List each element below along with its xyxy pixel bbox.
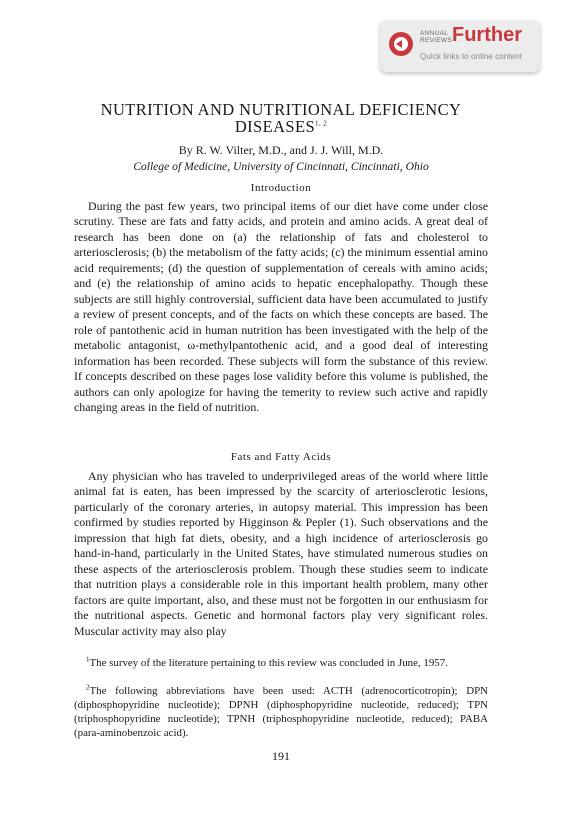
footnote-2: $^2$The following abbreviations have been used: ACTH (adrenocorticotropin); DPN (diphosphopyridine nucleotide); DPNH (diphosphopyridine nucleotide, reduced); TPN (triphosphopyridine nucleotide); TPNH (triphosphopyridine nucleotide, reduced); PABA (para-aminobenzoic acid). <box>74 683 488 739</box>
article-title: NUTRITION AND NUTRITIONAL DEFICIENCY DISEASES$^{1, 2}$ <box>100 100 462 136</box>
title-footnote-marks: 1, 2 <box>315 119 328 128</box>
page-number: 191 <box>272 749 290 763</box>
badge-tagline: Quick links to online content <box>420 52 522 61</box>
section-heading-fats: Fats and Fatty Acids <box>230 451 332 463</box>
further-badge[interactable] <box>380 20 540 72</box>
play-back-icon <box>389 32 413 56</box>
author-line: By R. W. Vilter, M.D., and J. J. Will, M.D. <box>178 143 384 157</box>
section-body-fats: Any physician who has traveled to underprivileged areas of the world where little animal fat is eaten, has been impressed by the scarcity of arteriosclerotic lesions, particularly of the coronary arteries, in autopsy material. This impression has been confirmed by studies reported by Higginson & Pepler (1). Such observations and the impression that high fat diets, obesity, and a high incidence of arteriosclerosis go hand-in-hand, particularly in the United States, have stimulated numerous studies on these aspects of the arteriosclerosis problem. Though these studies seem to indicate that nutrition plays a considerable role in this important health problem, many other factors are quite important, also, and these must not be forgotten in our enthusiasm for the nutritional aspects. Genetic and hormonal factors play very significant roles. Muscular activity may also play <box>74 469 488 638</box>
affiliation: College of Medicine, University of Cincinnati, Cincinnati, Ohio <box>133 160 429 173</box>
badge-brand: Further <box>452 24 522 46</box>
section-body-introduction: During the past few years, two principal items of our diet have come under close scrutiny. These are fats and fatty acids, and protein and amino acids. A great deal of research has been done on (a) the relationship of fats and cholesterol to arteriosclerosis; (b) the metabolism of the fatty acids; (c) the minimum essential amino acid requirements; (d) the question of supplementation of cereals with amino acids; and (e) the relationship of amino acids to hepatic encephalopathy. Though these subjects are still highly controversial, sufficient data have been accumulated to justify a review of present concepts, and of the facts on which these concepts are based. The role of pantothenic acid in human nutrition has been investigated with the help of the metabolic antagonist, ω-methylpantothenic acid, and a good deal of interesting information has been recorded. These subjects will form the substance of this review. If concepts described on these pages lose validity before this volume is published, the authors can only apologize for having the temerity to review such active and rapidly changing areas in the field of nutrition. <box>74 199 488 415</box>
badge-publisher: ANNUAL REVIEWS <box>420 30 453 44</box>
footnote-1: $^1$The survey of the literature pertaining to this review was concluded in June, 1957. <box>86 655 448 669</box>
section-heading-introduction: Introduction <box>250 182 312 194</box>
